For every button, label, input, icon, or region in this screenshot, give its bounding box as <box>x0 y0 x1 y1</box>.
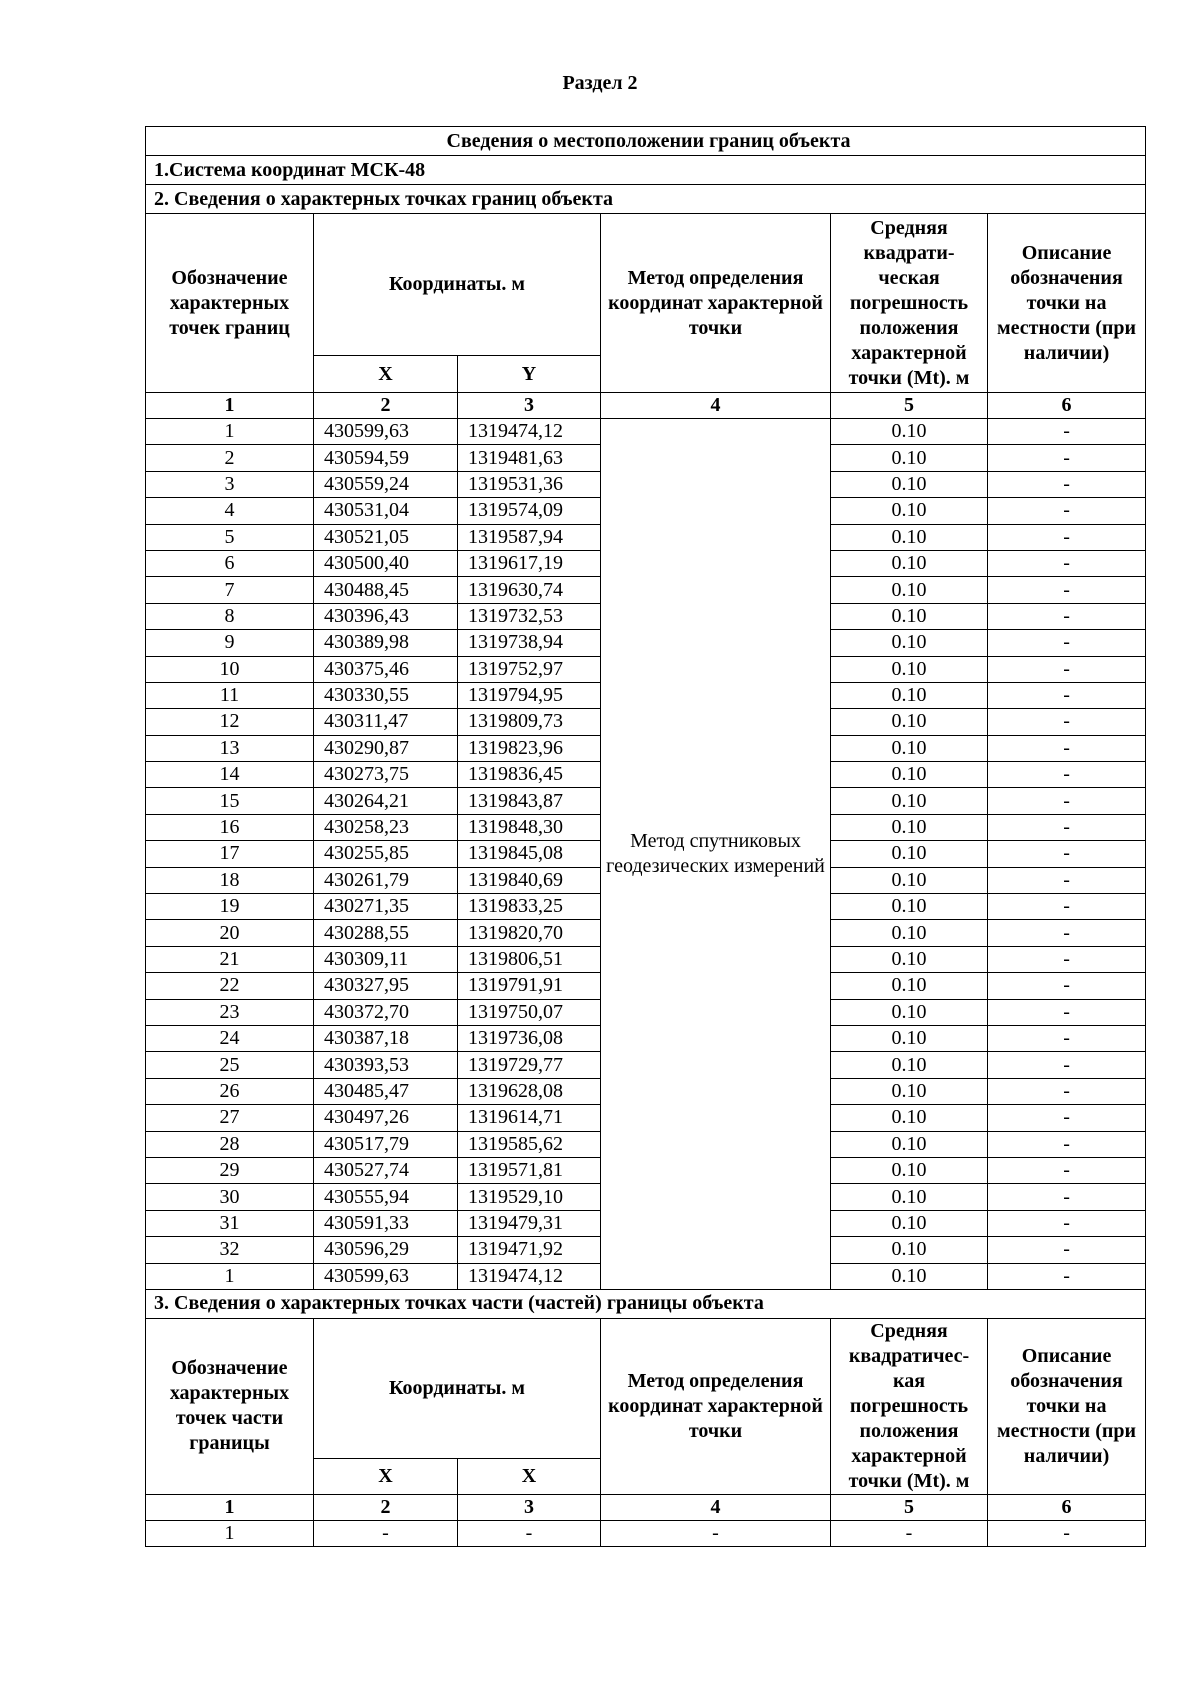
description-value: - <box>988 1025 1146 1051</box>
point-number: 22 <box>146 973 314 999</box>
coord-x: 430261,79 <box>314 867 458 893</box>
coord-y: 1319617,19 <box>458 550 601 576</box>
coord-x: 430327,95 <box>314 973 458 999</box>
method-cell: Метод спутниковых геодезических измерений <box>601 419 831 1290</box>
header-method: Метод определения координат характерной точки <box>601 214 831 393</box>
point-number: 5 <box>146 524 314 550</box>
coord-x: 430372,70 <box>314 999 458 1025</box>
error-value: 0.10 <box>831 656 988 682</box>
coord-x: 430596,29 <box>314 1237 458 1263</box>
coord-x: 430555,94 <box>314 1184 458 1210</box>
error-value: 0.10 <box>831 1237 988 1263</box>
column-number: 4 <box>601 393 831 419</box>
description-value: - <box>988 841 1146 867</box>
point-number: 27 <box>146 1105 314 1131</box>
point-number: 28 <box>146 1131 314 1157</box>
point-number: 31 <box>146 1210 314 1236</box>
column-number: 1 <box>146 393 314 419</box>
column-number: 1 <box>146 1494 314 1520</box>
point-number: 4 <box>146 498 314 524</box>
table-caption: Сведения о местоположении границ объекта <box>146 127 1146 156</box>
table-row <box>146 1520 1146 1546</box>
column-number: 2 <box>314 1494 458 1520</box>
header3-coords: Координаты. м <box>314 1318 601 1458</box>
coord-y: 1319794,95 <box>458 682 601 708</box>
point-number: 12 <box>146 709 314 735</box>
coord-x: 430531,04 <box>314 498 458 524</box>
point-number: 13 <box>146 735 314 761</box>
coord-x: 430559,24 <box>314 471 458 497</box>
coord-x: 430497,26 <box>314 1105 458 1131</box>
description-value: - <box>988 577 1146 603</box>
section2-title: 2. Сведения о характерных точках границ объекта <box>146 185 1146 214</box>
error-value: 0.10 <box>831 1184 988 1210</box>
description-value: - <box>988 682 1146 708</box>
part-cell: - <box>601 1520 831 1546</box>
description-value: - <box>988 1210 1146 1236</box>
coord-x: 430517,79 <box>314 1131 458 1157</box>
description-value: - <box>988 1237 1146 1263</box>
point-number: 26 <box>146 1078 314 1104</box>
coord-x: 430393,53 <box>314 1052 458 1078</box>
coord-y: 1319806,51 <box>458 946 601 972</box>
description-value: - <box>988 550 1146 576</box>
coord-y: 1319750,07 <box>458 999 601 1025</box>
description-value: - <box>988 471 1146 497</box>
part-cell: - <box>314 1520 458 1546</box>
section3-header <box>146 1318 1146 1458</box>
coord-y: 1319529,10 <box>458 1184 601 1210</box>
coord-y: 1319587,94 <box>458 524 601 550</box>
point-number: 1 <box>146 419 314 445</box>
page-title: Раздел 2 <box>562 72 638 94</box>
section3-row <box>146 1289 1146 1318</box>
header3-point: Обозначение характерных точек части границы <box>146 1318 314 1494</box>
coord-x: 430375,46 <box>314 656 458 682</box>
coord-x: 430273,75 <box>314 762 458 788</box>
coord-x: 430330,55 <box>314 682 458 708</box>
header-error: Средняя квадрати-ческая погрешность положения характерной точки (Mt). м <box>831 214 988 393</box>
point-number: 14 <box>146 762 314 788</box>
error-value: 0.10 <box>831 946 988 972</box>
description-value: - <box>988 709 1146 735</box>
description-value: - <box>988 498 1146 524</box>
point-number: 3 <box>146 471 314 497</box>
point-number: 6 <box>146 550 314 576</box>
coord-y: 1319630,74 <box>458 577 601 603</box>
coord-x: 430599,63 <box>314 419 458 445</box>
part-cell: - <box>988 1520 1146 1546</box>
column-number: 6 <box>988 393 1146 419</box>
header-y: Y <box>458 356 601 393</box>
coord-y: 1319474,12 <box>458 419 601 445</box>
coord-y: 1319481,63 <box>458 445 601 471</box>
coord-y: 1319752,97 <box>458 656 601 682</box>
coord-x: 430271,35 <box>314 894 458 920</box>
description-value: - <box>988 630 1146 656</box>
error-value: 0.10 <box>831 788 988 814</box>
description-value: - <box>988 419 1146 445</box>
coord-x: 430527,74 <box>314 1157 458 1183</box>
coord-y: 1319732,53 <box>458 603 601 629</box>
description-value: - <box>988 788 1146 814</box>
point-number: 15 <box>146 788 314 814</box>
description-value: - <box>988 445 1146 471</box>
point-number: 24 <box>146 1025 314 1051</box>
header-desc: Описание обозначения точки на местности (при наличии) <box>988 214 1146 393</box>
coord-x: 430500,40 <box>314 550 458 576</box>
error-value: 0.10 <box>831 498 988 524</box>
point-number: 2 <box>146 445 314 471</box>
coord-x: 430255,85 <box>314 841 458 867</box>
point-number: 23 <box>146 999 314 1025</box>
description-value: - <box>988 814 1146 840</box>
point-number: 11 <box>146 682 314 708</box>
error-value: 0.10 <box>831 999 988 1025</box>
coord-y: 1319840,69 <box>458 867 601 893</box>
coord-x: 430599,63 <box>314 1263 458 1289</box>
point-number: 7 <box>146 577 314 603</box>
error-value: 0.10 <box>831 682 988 708</box>
point-number: 1 <box>146 1263 314 1289</box>
section3-title: 3. Сведения о характерных точках части (частей) границы объекта <box>146 1289 1146 1318</box>
point-number: 30 <box>146 1184 314 1210</box>
error-value: 0.10 <box>831 630 988 656</box>
column-number: 6 <box>988 1494 1146 1520</box>
description-value: - <box>988 1157 1146 1183</box>
error-value: 0.10 <box>831 814 988 840</box>
description-value: - <box>988 1105 1146 1131</box>
error-value: 0.10 <box>831 603 988 629</box>
error-value: 0.10 <box>831 894 988 920</box>
description-value: - <box>988 762 1146 788</box>
header3-x: X <box>314 1459 458 1495</box>
error-value: 0.10 <box>831 973 988 999</box>
coord-x: 430521,05 <box>314 524 458 550</box>
coord-y: 1319729,77 <box>458 1052 601 1078</box>
coord-y: 1319848,30 <box>458 814 601 840</box>
coord-x: 430264,21 <box>314 788 458 814</box>
coord-x: 430594,59 <box>314 445 458 471</box>
point-number: 9 <box>146 630 314 656</box>
point-number: 21 <box>146 946 314 972</box>
coord-x: 430488,45 <box>314 577 458 603</box>
description-value: - <box>988 920 1146 946</box>
description-value: - <box>988 1263 1146 1289</box>
coord-y: 1319845,08 <box>458 841 601 867</box>
error-value: 0.10 <box>831 471 988 497</box>
error-value: 0.10 <box>831 577 988 603</box>
coord-x: 430387,18 <box>314 1025 458 1051</box>
point-number: 8 <box>146 603 314 629</box>
coord-y: 1319820,70 <box>458 920 601 946</box>
coord-x: 430288,55 <box>314 920 458 946</box>
table-row <box>146 419 1146 445</box>
point-number: 10 <box>146 656 314 682</box>
point-number: 18 <box>146 867 314 893</box>
error-value: 0.10 <box>831 867 988 893</box>
point-number: 25 <box>146 1052 314 1078</box>
description-value: - <box>988 656 1146 682</box>
description-value: - <box>988 603 1146 629</box>
error-value: 0.10 <box>831 445 988 471</box>
error-value: 0.10 <box>831 1078 988 1104</box>
coord-x: 430591,33 <box>314 1210 458 1236</box>
coord-x: 430258,23 <box>314 814 458 840</box>
column-number: 3 <box>458 393 601 419</box>
part-cell: - <box>458 1520 601 1546</box>
coord-x: 430485,47 <box>314 1078 458 1104</box>
coord-y: 1319628,08 <box>458 1078 601 1104</box>
coord-y: 1319736,08 <box>458 1025 601 1051</box>
description-value: - <box>988 999 1146 1025</box>
column-number: 4 <box>601 1494 831 1520</box>
error-value: 0.10 <box>831 920 988 946</box>
point-number: 16 <box>146 814 314 840</box>
coord-y: 1319471,92 <box>458 1237 601 1263</box>
header-x: X <box>314 356 458 393</box>
error-value: 0.10 <box>831 1131 988 1157</box>
header3-desc: Описание обозначения точки на местности (при наличии) <box>988 1318 1146 1494</box>
error-value: 0.10 <box>831 841 988 867</box>
coord-y: 1319614,71 <box>458 1105 601 1131</box>
error-value: 0.10 <box>831 1263 988 1289</box>
coord-y: 1319571,81 <box>458 1157 601 1183</box>
coord-y: 1319809,73 <box>458 709 601 735</box>
point-number: 17 <box>146 841 314 867</box>
coord-y: 1319585,62 <box>458 1131 601 1157</box>
point-number: 32 <box>146 1237 314 1263</box>
description-value: - <box>988 867 1146 893</box>
coord-system: 1.Система координат МСК-48 <box>146 156 1146 185</box>
description-value: - <box>988 894 1146 920</box>
description-value: - <box>988 1078 1146 1104</box>
boundary-table <box>145 126 1146 1547</box>
error-value: 0.10 <box>831 709 988 735</box>
column-number: 2 <box>314 393 458 419</box>
error-value: 0.10 <box>831 1105 988 1131</box>
error-value: 0.10 <box>831 524 988 550</box>
error-value: 0.10 <box>831 550 988 576</box>
coord-y: 1319836,45 <box>458 762 601 788</box>
column-number: 3 <box>458 1494 601 1520</box>
point-number: 20 <box>146 920 314 946</box>
header-coords: Координаты. м <box>314 214 601 356</box>
point-number: 29 <box>146 1157 314 1183</box>
part-cell: 1 <box>146 1520 314 1546</box>
error-value: 0.10 <box>831 1210 988 1236</box>
error-value: 0.10 <box>831 1025 988 1051</box>
error-value: 0.10 <box>831 1052 988 1078</box>
coord-y: 1319531,36 <box>458 471 601 497</box>
column-number: 5 <box>831 393 988 419</box>
description-value: - <box>988 1184 1146 1210</box>
description-value: - <box>988 524 1146 550</box>
description-value: - <box>988 1131 1146 1157</box>
coord-x: 430290,87 <box>314 735 458 761</box>
coord-y: 1319738,94 <box>458 630 601 656</box>
coord-x: 430309,11 <box>314 946 458 972</box>
description-value: - <box>988 735 1146 761</box>
description-value: - <box>988 973 1146 999</box>
point-number: 19 <box>146 894 314 920</box>
coord-y: 1319823,96 <box>458 735 601 761</box>
coord-y: 1319479,31 <box>458 1210 601 1236</box>
coord-y: 1319474,12 <box>458 1263 601 1289</box>
description-value: - <box>988 1052 1146 1078</box>
header3-x2: X <box>458 1459 601 1495</box>
coord-y: 1319791,91 <box>458 973 601 999</box>
coord-y: 1319833,25 <box>458 894 601 920</box>
part-cell: - <box>831 1520 988 1546</box>
header-point: Обозначение характерных точек границ <box>146 214 314 393</box>
error-value: 0.10 <box>831 762 988 788</box>
description-value: - <box>988 946 1146 972</box>
coord-x: 430389,98 <box>314 630 458 656</box>
column-number: 5 <box>831 1494 988 1520</box>
coord-x: 430396,43 <box>314 603 458 629</box>
error-value: 0.10 <box>831 419 988 445</box>
error-value: 0.10 <box>831 1157 988 1183</box>
error-value: 0.10 <box>831 735 988 761</box>
coord-x: 430311,47 <box>314 709 458 735</box>
coord-y: 1319574,09 <box>458 498 601 524</box>
header3-error: Средняя квадратичес-кая погрешность положения характерной точки (Mt). м <box>831 1318 988 1494</box>
section3-column-numbers <box>146 1494 1146 1520</box>
header3-method: Метод определения координат характерной точки <box>601 1318 831 1494</box>
coord-y: 1319843,87 <box>458 788 601 814</box>
